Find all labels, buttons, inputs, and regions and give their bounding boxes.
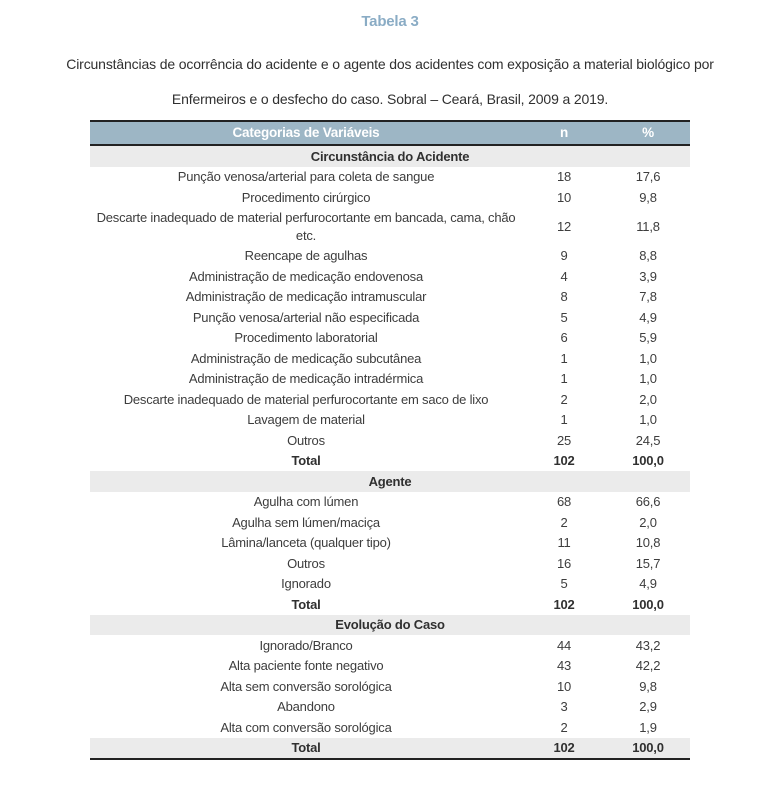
row-label: Descarte inadequado de material perfurocortante em saco de lixo xyxy=(123,391,489,407)
row-label: Agulha com lúmen xyxy=(253,494,359,509)
table-body xyxy=(90,145,690,759)
row-n-value: 3 xyxy=(560,699,568,714)
row-percent-value: 1,9 xyxy=(639,719,657,735)
table-row xyxy=(90,208,690,246)
row-percent-value: 1,0 xyxy=(639,350,657,366)
row-label: Alta com conversão sorológica xyxy=(220,719,392,735)
table-row xyxy=(90,389,690,410)
variables-table xyxy=(90,120,690,760)
row-percent-value: 17,6 xyxy=(635,169,661,184)
column-header-percent: % xyxy=(606,121,690,145)
row-n-value: 12 xyxy=(556,218,572,234)
table-row xyxy=(90,167,690,188)
section-title: Circunstância do Acidente xyxy=(90,145,690,167)
table-row xyxy=(90,656,690,677)
row-n-value: 102 xyxy=(522,738,606,760)
row-n-value: 16 xyxy=(556,555,572,571)
row-n-value: 25 xyxy=(556,432,572,448)
row-n-value: 1 xyxy=(560,412,568,427)
table-row xyxy=(90,553,690,574)
row-percent-value: 9,8 xyxy=(639,189,657,205)
row-label: Total xyxy=(291,596,321,612)
table-row xyxy=(90,328,690,349)
row-n-value: 44 xyxy=(556,637,572,653)
row-n-value: 1 xyxy=(560,371,568,386)
row-label: Punção venosa/arterial não especificada xyxy=(192,309,420,325)
row-label: Administração de medicação intradérmica xyxy=(188,371,424,386)
row-n-value: 102 xyxy=(553,453,575,468)
row-percent-value: 3,9 xyxy=(639,268,657,284)
row-percent-value: 9,8 xyxy=(639,678,657,694)
total-row xyxy=(90,451,690,472)
table-row xyxy=(90,287,690,308)
table-row xyxy=(90,574,690,595)
row-label: Total xyxy=(90,738,522,760)
row-percent-value: 4,9 xyxy=(639,309,657,325)
table-row xyxy=(90,348,690,369)
row-percent-value: 42,2 xyxy=(635,658,661,673)
row-n-value: 2 xyxy=(560,719,568,735)
row-percent-value: 2,9 xyxy=(639,699,657,714)
row-n-value: 18 xyxy=(556,169,572,184)
row-n-value: 8 xyxy=(560,289,568,304)
row-label: Administração de medicação intramuscular xyxy=(185,289,427,304)
row-percent-value: 11,8 xyxy=(636,218,660,234)
row-label: Outros xyxy=(287,432,325,448)
table-row xyxy=(90,187,690,208)
row-label: Outros xyxy=(287,555,325,571)
column-header-n: n xyxy=(522,121,606,145)
row-percent-value: 15,7 xyxy=(635,555,661,571)
row-percent-value: 100,0 xyxy=(632,453,664,468)
row-label: Lâmina/lanceta (qualquer tipo) xyxy=(221,535,391,550)
row-label: Abandono xyxy=(277,699,335,714)
row-percent-value: 100,0 xyxy=(632,596,664,612)
row-label: Reencape de agulhas xyxy=(244,248,368,263)
section-title: Agente xyxy=(90,471,690,492)
column-header-categories: Categorias de Variáveis xyxy=(90,121,522,145)
row-label: Lavagem de material xyxy=(247,412,365,427)
table-caption-line-1: Circunstâncias de ocorrência do acidente e o agente dos acidentes com exposição a material biológico por xyxy=(66,56,714,72)
row-n-value: 2 xyxy=(560,391,568,407)
table-row xyxy=(90,266,690,287)
table-row xyxy=(90,635,690,656)
row-n-value: 5 xyxy=(560,309,568,325)
row-percent-value: 24,5 xyxy=(635,432,661,448)
table-row xyxy=(90,410,690,431)
table-row xyxy=(90,697,690,718)
row-n-value: 2 xyxy=(560,514,568,530)
row-label: Procedimento laboratorial xyxy=(234,330,378,345)
row-label: Ignorado/Branco xyxy=(259,637,353,653)
row-percent-value: 4,9 xyxy=(639,576,657,591)
table-row xyxy=(90,307,690,328)
row-percent-value: 8,8 xyxy=(639,248,657,263)
table-row xyxy=(90,512,690,533)
table-title: Tabela 3 xyxy=(361,13,419,30)
table-row xyxy=(90,369,690,390)
total-row xyxy=(90,738,690,760)
row-percent-value: 5,9 xyxy=(639,330,657,345)
row-n-value: 5 xyxy=(560,576,568,591)
row-label: Alta paciente fonte negativo xyxy=(228,658,384,673)
table-row xyxy=(90,533,690,554)
section-header-row xyxy=(90,615,690,636)
table-row xyxy=(90,430,690,451)
row-label: Administração de medicação subcutânea xyxy=(190,350,422,366)
row-n-value: 10 xyxy=(556,189,572,205)
row-n-value: 68 xyxy=(556,494,572,509)
row-label: Procedimento cirúrgico xyxy=(241,189,371,205)
table-row xyxy=(90,676,690,697)
row-percent-value: 2,0 xyxy=(639,391,657,407)
row-percent-value: 1,0 xyxy=(639,412,657,427)
table-caption-line-2: Enfermeiros e o desfecho do caso. Sobral – Ceará, Brasil, 2009 a 2019. xyxy=(171,91,609,107)
row-label: Alta sem conversão sorológica xyxy=(220,678,392,694)
table-header-row xyxy=(90,121,690,145)
row-label: Punção venosa/arterial para coleta de sangue xyxy=(177,169,435,184)
table-row xyxy=(90,246,690,267)
row-n-value: 1 xyxy=(560,350,568,366)
row-percent-value: 100,0 xyxy=(606,738,690,760)
row-percent-value: 43,2 xyxy=(635,637,661,653)
row-label: Descarte inadequado de material perfurocortante em bancada, cama, chão etc. xyxy=(96,210,516,243)
row-label: Agulha sem lúmen/maciça xyxy=(232,514,380,530)
row-n-value: 6 xyxy=(560,330,568,345)
row-percent-value: 66,6 xyxy=(635,494,661,509)
row-n-value: 4 xyxy=(560,268,568,284)
row-label: Administração de medicação endovenosa xyxy=(189,268,423,284)
row-percent-value: 2,0 xyxy=(639,514,657,530)
row-percent-value: 10,8 xyxy=(635,535,661,550)
row-percent-value: 7,8 xyxy=(639,289,657,304)
row-percent-value: 1,0 xyxy=(639,371,657,386)
row-n-value: 102 xyxy=(553,596,575,612)
row-label: Total xyxy=(291,453,321,468)
section-header-row xyxy=(90,471,690,492)
section-title: Evolução do Caso xyxy=(90,615,690,636)
table-row xyxy=(90,492,690,513)
row-label: Ignorado xyxy=(281,576,331,591)
row-n-value: 10 xyxy=(556,678,572,694)
row-n-value: 43 xyxy=(556,658,572,673)
row-n-value: 9 xyxy=(560,248,568,263)
total-row xyxy=(90,594,690,615)
table-row xyxy=(90,717,690,738)
section-header-row xyxy=(90,145,690,167)
row-n-value: 11 xyxy=(557,535,571,550)
